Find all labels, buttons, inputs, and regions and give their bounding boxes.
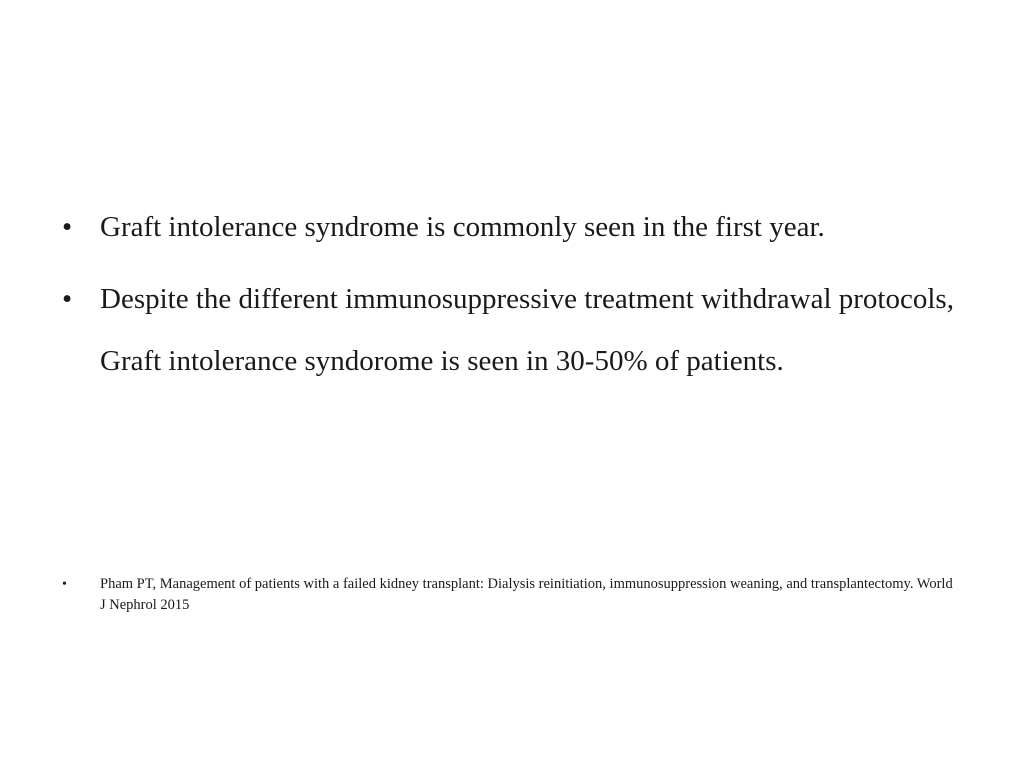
reference-list (60, 574, 960, 616)
bullet-marker: • (62, 283, 73, 315)
bullet-text: Graft intolerance syndrome is commonly seen in the first year. (100, 211, 825, 243)
reference-item (60, 574, 960, 616)
bullet-text: Despite the different immunosuppressive treatment withdrawal protocols, Graft intolerance syndorome is seen in 30-50% of patients. (100, 283, 954, 377)
bullet-item (60, 268, 980, 392)
reference-marker: • (62, 577, 67, 592)
bullet-list (60, 196, 980, 402)
reference-text: Pham PT, Management of patients with a failed kidney transplant: Dialysis reinitiation, immunosuppression weaning, and transplantectomy. World J Nephrol 2015 (100, 576, 953, 613)
bullet-item (60, 196, 980, 258)
bullet-marker: • (62, 211, 73, 243)
